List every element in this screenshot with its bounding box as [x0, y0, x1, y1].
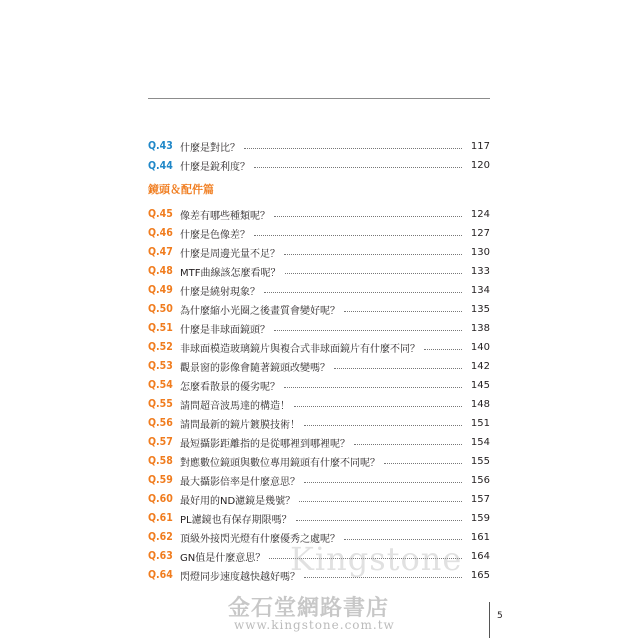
entry-title: 怎麼看散景的優劣呢？ — [180, 381, 280, 393]
entry-title: 什麼是銳利度？ — [180, 162, 250, 173]
entry-title: PL濾鏡也有保存期限嗎？ — [180, 514, 292, 526]
entry-page-number: 120 — [470, 160, 490, 171]
question-number: Q.44 — [148, 159, 173, 172]
question-number: Q.57 — [148, 436, 173, 448]
entry-title: 像差有哪些種類呢？ — [180, 210, 270, 222]
toc-entry — [148, 156, 490, 176]
dot-leader — [244, 148, 462, 149]
entry-page-number: 135 — [470, 303, 490, 315]
entry-page-number: 138 — [470, 322, 490, 334]
entry-page-number: 127 — [470, 227, 490, 239]
page-number: 5 — [497, 611, 503, 621]
page-number-rule — [489, 602, 490, 638]
question-number: Q.59 — [148, 474, 173, 486]
toc-entry — [148, 318, 490, 338]
question-number: Q.50 — [148, 303, 173, 315]
entry-page-number: 148 — [470, 398, 490, 410]
question-number: Q.62 — [148, 531, 173, 543]
entry-page-number: 124 — [470, 208, 490, 220]
toc-entry — [148, 261, 490, 281]
entry-page-number: 117 — [470, 140, 490, 152]
dot-leader — [264, 292, 462, 293]
entry-page-number: 134 — [470, 284, 490, 296]
toc-entry — [148, 508, 490, 528]
dot-leader — [304, 425, 462, 426]
dot-leader — [254, 235, 462, 236]
question-number: Q.48 — [148, 265, 173, 277]
dot-leader — [384, 463, 462, 464]
toc-entry — [148, 136, 490, 156]
entry-page-number: 155 — [470, 455, 490, 467]
entry-title: 最短攝影距離指的是從哪裡到哪裡呢？ — [180, 438, 350, 450]
toc-entry — [148, 470, 490, 490]
entry-page-number: 133 — [470, 265, 490, 277]
toc-entry — [148, 242, 490, 262]
entry-title: 為什麼縮小光圈之後畫質會變好呢？ — [180, 305, 340, 317]
question-number: Q.43 — [148, 140, 173, 152]
entry-title: 觀景窗的影像會隨著鏡頭改變嗎？ — [180, 362, 330, 374]
toc-entry — [148, 451, 490, 471]
entry-page-number: 156 — [470, 474, 490, 486]
toc-entry — [148, 375, 490, 395]
entry-title: 請問最新的鏡片鍍膜技術！ — [180, 419, 300, 431]
toc-entry — [148, 337, 490, 357]
entry-title: 什麼是周邊光量不足？ — [180, 248, 280, 260]
entry-page-number: 159 — [470, 512, 490, 524]
question-number: Q.63 — [148, 550, 173, 562]
dot-leader — [296, 520, 462, 521]
entry-page-number: 157 — [470, 493, 490, 505]
entry-page-number: 165 — [470, 569, 490, 581]
toc-entry — [148, 489, 490, 509]
dot-leader — [274, 330, 462, 331]
dot-leader — [285, 273, 463, 274]
entry-page-number: 142 — [470, 360, 490, 372]
dot-leader — [274, 216, 462, 217]
entry-title: MTF曲線該怎麼看呢？ — [180, 267, 281, 279]
question-number: Q.60 — [148, 493, 173, 505]
entry-title: 閃燈同步速度越快越好嗎？ — [180, 571, 300, 583]
entry-page-number: 154 — [470, 436, 490, 448]
dot-leader — [354, 444, 462, 445]
entry-page-number: 164 — [470, 550, 490, 562]
dot-leader — [299, 501, 462, 502]
question-number: Q.45 — [148, 208, 173, 220]
entry-title: 頂級外接閃光燈有什麼優秀之處呢？ — [180, 533, 340, 545]
toc-entry — [148, 299, 490, 319]
entry-page-number: 161 — [470, 531, 490, 543]
toc-entry — [148, 204, 490, 224]
dot-leader — [294, 406, 462, 407]
entry-page-number: 151 — [470, 417, 490, 429]
watermark-chinese: 金石堂網路書店 — [228, 595, 390, 621]
question-number: Q.51 — [148, 322, 173, 334]
dot-leader — [424, 349, 462, 350]
entry-title: 最好用的ND濾鏡是幾號？ — [180, 495, 296, 507]
entry-title: 什麼是色像差？ — [180, 229, 250, 241]
question-number: Q.61 — [148, 512, 173, 524]
entry-title: GN值是什麼意思？ — [180, 552, 266, 564]
dot-leader — [304, 482, 462, 483]
section-heading: 鏡頭＆配件篇 — [148, 183, 214, 196]
question-number: Q.55 — [148, 398, 173, 410]
toc-entry — [148, 413, 490, 433]
entry-title: 非球面模造玻璃鏡片與複合式非球面鏡片有什麼不同？ — [180, 343, 420, 355]
entry-title: 什麼是對比？ — [180, 142, 240, 154]
dot-leader — [334, 368, 462, 369]
entry-title: 什麼是非球面鏡頭？ — [180, 324, 270, 336]
entry-title: 請問超音波馬達的構造！ — [180, 400, 290, 412]
entry-page-number: 145 — [470, 379, 490, 391]
watermark-brand: Kingstone — [290, 540, 463, 578]
watermark-url: www.kingstone.com.tw — [234, 618, 395, 632]
question-number: Q.54 — [148, 379, 173, 391]
dot-leader — [284, 387, 462, 388]
entry-page-number: 130 — [470, 246, 490, 258]
question-number: Q.56 — [148, 417, 173, 429]
toc-entry — [148, 356, 490, 376]
toc-entry — [148, 394, 490, 414]
question-number: Q.47 — [148, 246, 173, 258]
question-number: Q.53 — [148, 360, 173, 372]
entry-title: 最大攝影倍率是什麼意思？ — [180, 476, 300, 488]
top-divider — [148, 98, 490, 99]
entry-title: 對應數位鏡頭與數位專用鏡頭有什麼不同呢？ — [180, 457, 380, 469]
question-number: Q.49 — [148, 284, 173, 296]
dot-leader — [284, 254, 462, 255]
question-number: Q.46 — [148, 227, 173, 239]
toc-entry — [148, 432, 490, 452]
entry-page-number: 140 — [470, 341, 490, 353]
toc-entry — [148, 223, 490, 243]
dot-leader — [254, 167, 462, 168]
entry-title: 什麼是繞射現象？ — [180, 286, 260, 298]
question-number: Q.52 — [148, 341, 173, 353]
question-number: Q.64 — [148, 569, 173, 581]
dot-leader — [344, 311, 462, 312]
question-number: Q.58 — [148, 455, 173, 467]
toc-entry — [148, 280, 490, 300]
